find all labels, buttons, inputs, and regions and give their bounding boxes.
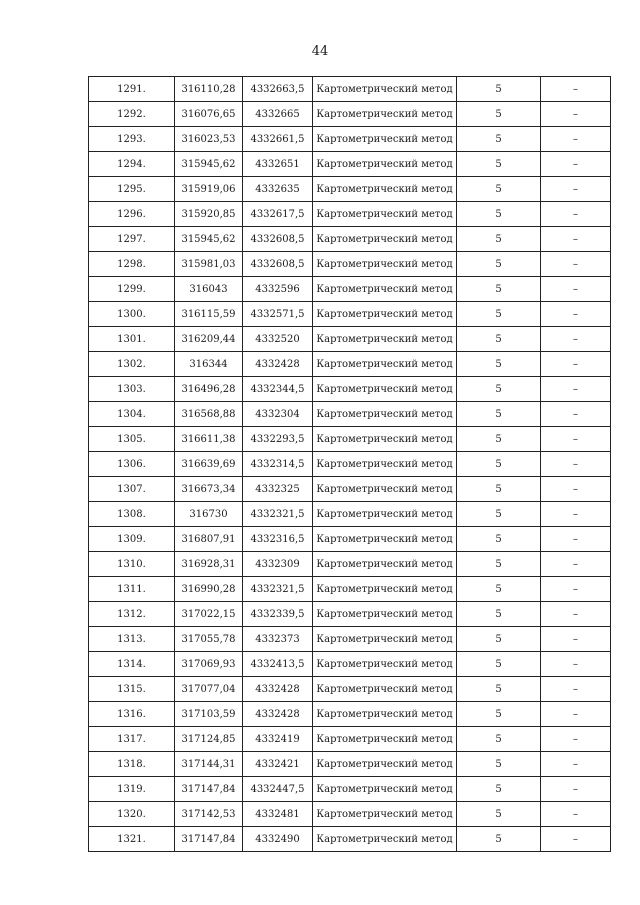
y-coordinate-cell: 4332304 (243, 402, 313, 427)
note-cell: – (541, 652, 611, 677)
method-cell: Картометрический метод (313, 352, 457, 377)
method-cell: Картометрический метод (313, 752, 457, 777)
y-coordinate-cell: 4332413,5 (243, 652, 313, 677)
accuracy-cell: 5 (457, 152, 541, 177)
x-coordinate-cell: 317055,78 (175, 627, 243, 652)
table-row (89, 602, 611, 627)
y-coordinate-cell: 4332571,5 (243, 302, 313, 327)
accuracy-cell: 5 (457, 327, 541, 352)
point-number-cell: 1291. (89, 77, 175, 102)
point-number-cell: 1317. (89, 727, 175, 752)
coordinates-table (88, 76, 611, 852)
x-coordinate-cell: 317103,59 (175, 702, 243, 727)
x-coordinate-cell: 316807,91 (175, 527, 243, 552)
x-coordinate-cell: 317144,31 (175, 752, 243, 777)
point-number-cell: 1307. (89, 477, 175, 502)
point-number-cell: 1312. (89, 602, 175, 627)
y-coordinate-cell: 4332608,5 (243, 227, 313, 252)
y-coordinate-cell: 4332421 (243, 752, 313, 777)
coordinates-table-body (89, 77, 611, 852)
point-number-cell: 1321. (89, 827, 175, 852)
note-cell: – (541, 77, 611, 102)
table-row (89, 277, 611, 302)
y-coordinate-cell: 4332520 (243, 327, 313, 352)
accuracy-cell: 5 (457, 702, 541, 727)
x-coordinate-cell: 316076,65 (175, 102, 243, 127)
x-coordinate-cell: 317069,93 (175, 652, 243, 677)
note-cell: – (541, 577, 611, 602)
note-cell: – (541, 627, 611, 652)
method-cell: Картометрический метод (313, 177, 457, 202)
y-coordinate-cell: 4332316,5 (243, 527, 313, 552)
method-cell: Картометрический метод (313, 77, 457, 102)
method-cell: Картометрический метод (313, 727, 457, 752)
point-number-cell: 1320. (89, 802, 175, 827)
table-row (89, 227, 611, 252)
method-cell: Картометрический метод (313, 502, 457, 527)
y-coordinate-cell: 4332293,5 (243, 427, 313, 452)
table-row (89, 302, 611, 327)
table-row (89, 177, 611, 202)
x-coordinate-cell: 315981,03 (175, 252, 243, 277)
method-cell: Картометрический метод (313, 527, 457, 552)
y-coordinate-cell: 4332373 (243, 627, 313, 652)
point-number-cell: 1314. (89, 652, 175, 677)
y-coordinate-cell: 4332321,5 (243, 502, 313, 527)
note-cell: – (541, 727, 611, 752)
method-cell: Картометрический метод (313, 477, 457, 502)
point-number-cell: 1302. (89, 352, 175, 377)
table-row (89, 152, 611, 177)
point-number-cell: 1304. (89, 402, 175, 427)
method-cell: Картометрический метод (313, 102, 457, 127)
point-number-cell: 1319. (89, 777, 175, 802)
table-row (89, 652, 611, 677)
table-row (89, 727, 611, 752)
accuracy-cell: 5 (457, 252, 541, 277)
point-number-cell: 1293. (89, 127, 175, 152)
y-coordinate-cell: 4332339,5 (243, 602, 313, 627)
method-cell: Картометрический метод (313, 577, 457, 602)
point-number-cell: 1308. (89, 502, 175, 527)
x-coordinate-cell: 317147,84 (175, 827, 243, 852)
accuracy-cell: 5 (457, 677, 541, 702)
accuracy-cell: 5 (457, 752, 541, 777)
x-coordinate-cell: 316043 (175, 277, 243, 302)
accuracy-cell: 5 (457, 177, 541, 202)
method-cell: Картометрический метод (313, 377, 457, 402)
accuracy-cell: 5 (457, 527, 541, 552)
accuracy-cell: 5 (457, 452, 541, 477)
table-row (89, 827, 611, 852)
method-cell: Картометрический метод (313, 802, 457, 827)
x-coordinate-cell: 316990,28 (175, 577, 243, 602)
table-row (89, 377, 611, 402)
table-row (89, 402, 611, 427)
note-cell: – (541, 127, 611, 152)
method-cell: Картометрический метод (313, 452, 457, 477)
table-row (89, 677, 611, 702)
note-cell: – (541, 377, 611, 402)
note-cell: – (541, 552, 611, 577)
method-cell: Картометрический метод (313, 227, 457, 252)
method-cell: Картометрический метод (313, 427, 457, 452)
x-coordinate-cell: 315945,62 (175, 152, 243, 177)
accuracy-cell: 5 (457, 827, 541, 852)
page-number: 44 (311, 44, 329, 59)
accuracy-cell: 5 (457, 777, 541, 802)
y-coordinate-cell: 4332663,5 (243, 77, 313, 102)
y-coordinate-cell: 4332447,5 (243, 777, 313, 802)
x-coordinate-cell: 316611,38 (175, 427, 243, 452)
point-number-cell: 1297. (89, 227, 175, 252)
note-cell: – (541, 477, 611, 502)
point-number-cell: 1292. (89, 102, 175, 127)
method-cell: Картометрический метод (313, 302, 457, 327)
note-cell: – (541, 527, 611, 552)
note-cell: – (541, 602, 611, 627)
note-cell: – (541, 102, 611, 127)
point-number-cell: 1296. (89, 202, 175, 227)
accuracy-cell: 5 (457, 302, 541, 327)
x-coordinate-cell: 316928,31 (175, 552, 243, 577)
note-cell: – (541, 352, 611, 377)
point-number-cell: 1294. (89, 152, 175, 177)
note-cell: – (541, 252, 611, 277)
note-cell: – (541, 802, 611, 827)
table-row (89, 352, 611, 377)
x-coordinate-cell: 317124,85 (175, 727, 243, 752)
y-coordinate-cell: 4332608,5 (243, 252, 313, 277)
table-row (89, 752, 611, 777)
method-cell: Картометрический метод (313, 152, 457, 177)
x-coordinate-cell: 317022,15 (175, 602, 243, 627)
table-row (89, 627, 611, 652)
y-coordinate-cell: 4332321,5 (243, 577, 313, 602)
y-coordinate-cell: 4332617,5 (243, 202, 313, 227)
method-cell: Картометрический метод (313, 327, 457, 352)
x-coordinate-cell: 317147,84 (175, 777, 243, 802)
x-coordinate-cell: 316496,28 (175, 377, 243, 402)
note-cell: – (541, 752, 611, 777)
y-coordinate-cell: 4332344,5 (243, 377, 313, 402)
x-coordinate-cell: 316568,88 (175, 402, 243, 427)
y-coordinate-cell: 4332661,5 (243, 127, 313, 152)
note-cell: – (541, 677, 611, 702)
method-cell: Картометрический метод (313, 627, 457, 652)
y-coordinate-cell: 4332665 (243, 102, 313, 127)
y-coordinate-cell: 4332490 (243, 827, 313, 852)
table-row (89, 702, 611, 727)
point-number-cell: 1300. (89, 302, 175, 327)
note-cell: – (541, 277, 611, 302)
note-cell: – (541, 227, 611, 252)
x-coordinate-cell: 316110,28 (175, 77, 243, 102)
accuracy-cell: 5 (457, 727, 541, 752)
method-cell: Картометрический метод (313, 402, 457, 427)
table-row (89, 802, 611, 827)
accuracy-cell: 5 (457, 352, 541, 377)
y-coordinate-cell: 4332314,5 (243, 452, 313, 477)
note-cell: – (541, 777, 611, 802)
table-row (89, 502, 611, 527)
point-number-cell: 1305. (89, 427, 175, 452)
table-row (89, 102, 611, 127)
y-coordinate-cell: 4332309 (243, 552, 313, 577)
point-number-cell: 1313. (89, 627, 175, 652)
y-coordinate-cell: 4332596 (243, 277, 313, 302)
note-cell: – (541, 452, 611, 477)
x-coordinate-cell: 316344 (175, 352, 243, 377)
point-number-cell: 1315. (89, 677, 175, 702)
table-row (89, 252, 611, 277)
y-coordinate-cell: 4332325 (243, 477, 313, 502)
accuracy-cell: 5 (457, 102, 541, 127)
accuracy-cell: 5 (457, 602, 541, 627)
y-coordinate-cell: 4332428 (243, 702, 313, 727)
y-coordinate-cell: 4332481 (243, 802, 313, 827)
method-cell: Картометрический метод (313, 277, 457, 302)
point-number-cell: 1306. (89, 452, 175, 477)
table-row (89, 77, 611, 102)
accuracy-cell: 5 (457, 277, 541, 302)
method-cell: Картометрический метод (313, 677, 457, 702)
table-row (89, 452, 611, 477)
method-cell: Картометрический метод (313, 552, 457, 577)
point-number-cell: 1298. (89, 252, 175, 277)
x-coordinate-cell: 317077,04 (175, 677, 243, 702)
method-cell: Картометрический метод (313, 777, 457, 802)
note-cell: – (541, 827, 611, 852)
point-number-cell: 1303. (89, 377, 175, 402)
accuracy-cell: 5 (457, 202, 541, 227)
method-cell: Картометрический метод (313, 127, 457, 152)
x-coordinate-cell: 315945,62 (175, 227, 243, 252)
accuracy-cell: 5 (457, 627, 541, 652)
method-cell: Картометрический метод (313, 652, 457, 677)
table-row (89, 202, 611, 227)
point-number-cell: 1311. (89, 577, 175, 602)
point-number-cell: 1316. (89, 702, 175, 727)
point-number-cell: 1301. (89, 327, 175, 352)
accuracy-cell: 5 (457, 577, 541, 602)
x-coordinate-cell: 315919,06 (175, 177, 243, 202)
x-coordinate-cell: 317142,53 (175, 802, 243, 827)
method-cell: Картометрический метод (313, 202, 457, 227)
point-number-cell: 1310. (89, 552, 175, 577)
note-cell: – (541, 427, 611, 452)
note-cell: – (541, 152, 611, 177)
note-cell: – (541, 402, 611, 427)
point-number-cell: 1295. (89, 177, 175, 202)
table-row (89, 127, 611, 152)
accuracy-cell: 5 (457, 377, 541, 402)
table-row (89, 552, 611, 577)
x-coordinate-cell: 316023,53 (175, 127, 243, 152)
note-cell: – (541, 327, 611, 352)
accuracy-cell: 5 (457, 502, 541, 527)
table-row (89, 427, 611, 452)
y-coordinate-cell: 4332635 (243, 177, 313, 202)
x-coordinate-cell: 316639,69 (175, 452, 243, 477)
accuracy-cell: 5 (457, 427, 541, 452)
y-coordinate-cell: 4332651 (243, 152, 313, 177)
point-number-cell: 1299. (89, 277, 175, 302)
table-row (89, 527, 611, 552)
note-cell: – (541, 202, 611, 227)
accuracy-cell: 5 (457, 227, 541, 252)
x-coordinate-cell: 316673,34 (175, 477, 243, 502)
note-cell: – (541, 177, 611, 202)
table-row (89, 577, 611, 602)
accuracy-cell: 5 (457, 802, 541, 827)
method-cell: Картометрический метод (313, 252, 457, 277)
table-row (89, 327, 611, 352)
x-coordinate-cell: 316115,59 (175, 302, 243, 327)
accuracy-cell: 5 (457, 402, 541, 427)
accuracy-cell: 5 (457, 477, 541, 502)
y-coordinate-cell: 4332419 (243, 727, 313, 752)
x-coordinate-cell: 316209,44 (175, 327, 243, 352)
note-cell: – (541, 502, 611, 527)
table-row (89, 477, 611, 502)
y-coordinate-cell: 4332428 (243, 352, 313, 377)
accuracy-cell: 5 (457, 127, 541, 152)
point-number-cell: 1309. (89, 527, 175, 552)
accuracy-cell: 5 (457, 552, 541, 577)
method-cell: Картометрический метод (313, 827, 457, 852)
method-cell: Картометрический метод (313, 602, 457, 627)
x-coordinate-cell: 315920,85 (175, 202, 243, 227)
x-coordinate-cell: 316730 (175, 502, 243, 527)
note-cell: – (541, 302, 611, 327)
accuracy-cell: 5 (457, 77, 541, 102)
method-cell: Картометрический метод (313, 702, 457, 727)
y-coordinate-cell: 4332428 (243, 677, 313, 702)
note-cell: – (541, 702, 611, 727)
table-row (89, 777, 611, 802)
accuracy-cell: 5 (457, 652, 541, 677)
point-number-cell: 1318. (89, 752, 175, 777)
